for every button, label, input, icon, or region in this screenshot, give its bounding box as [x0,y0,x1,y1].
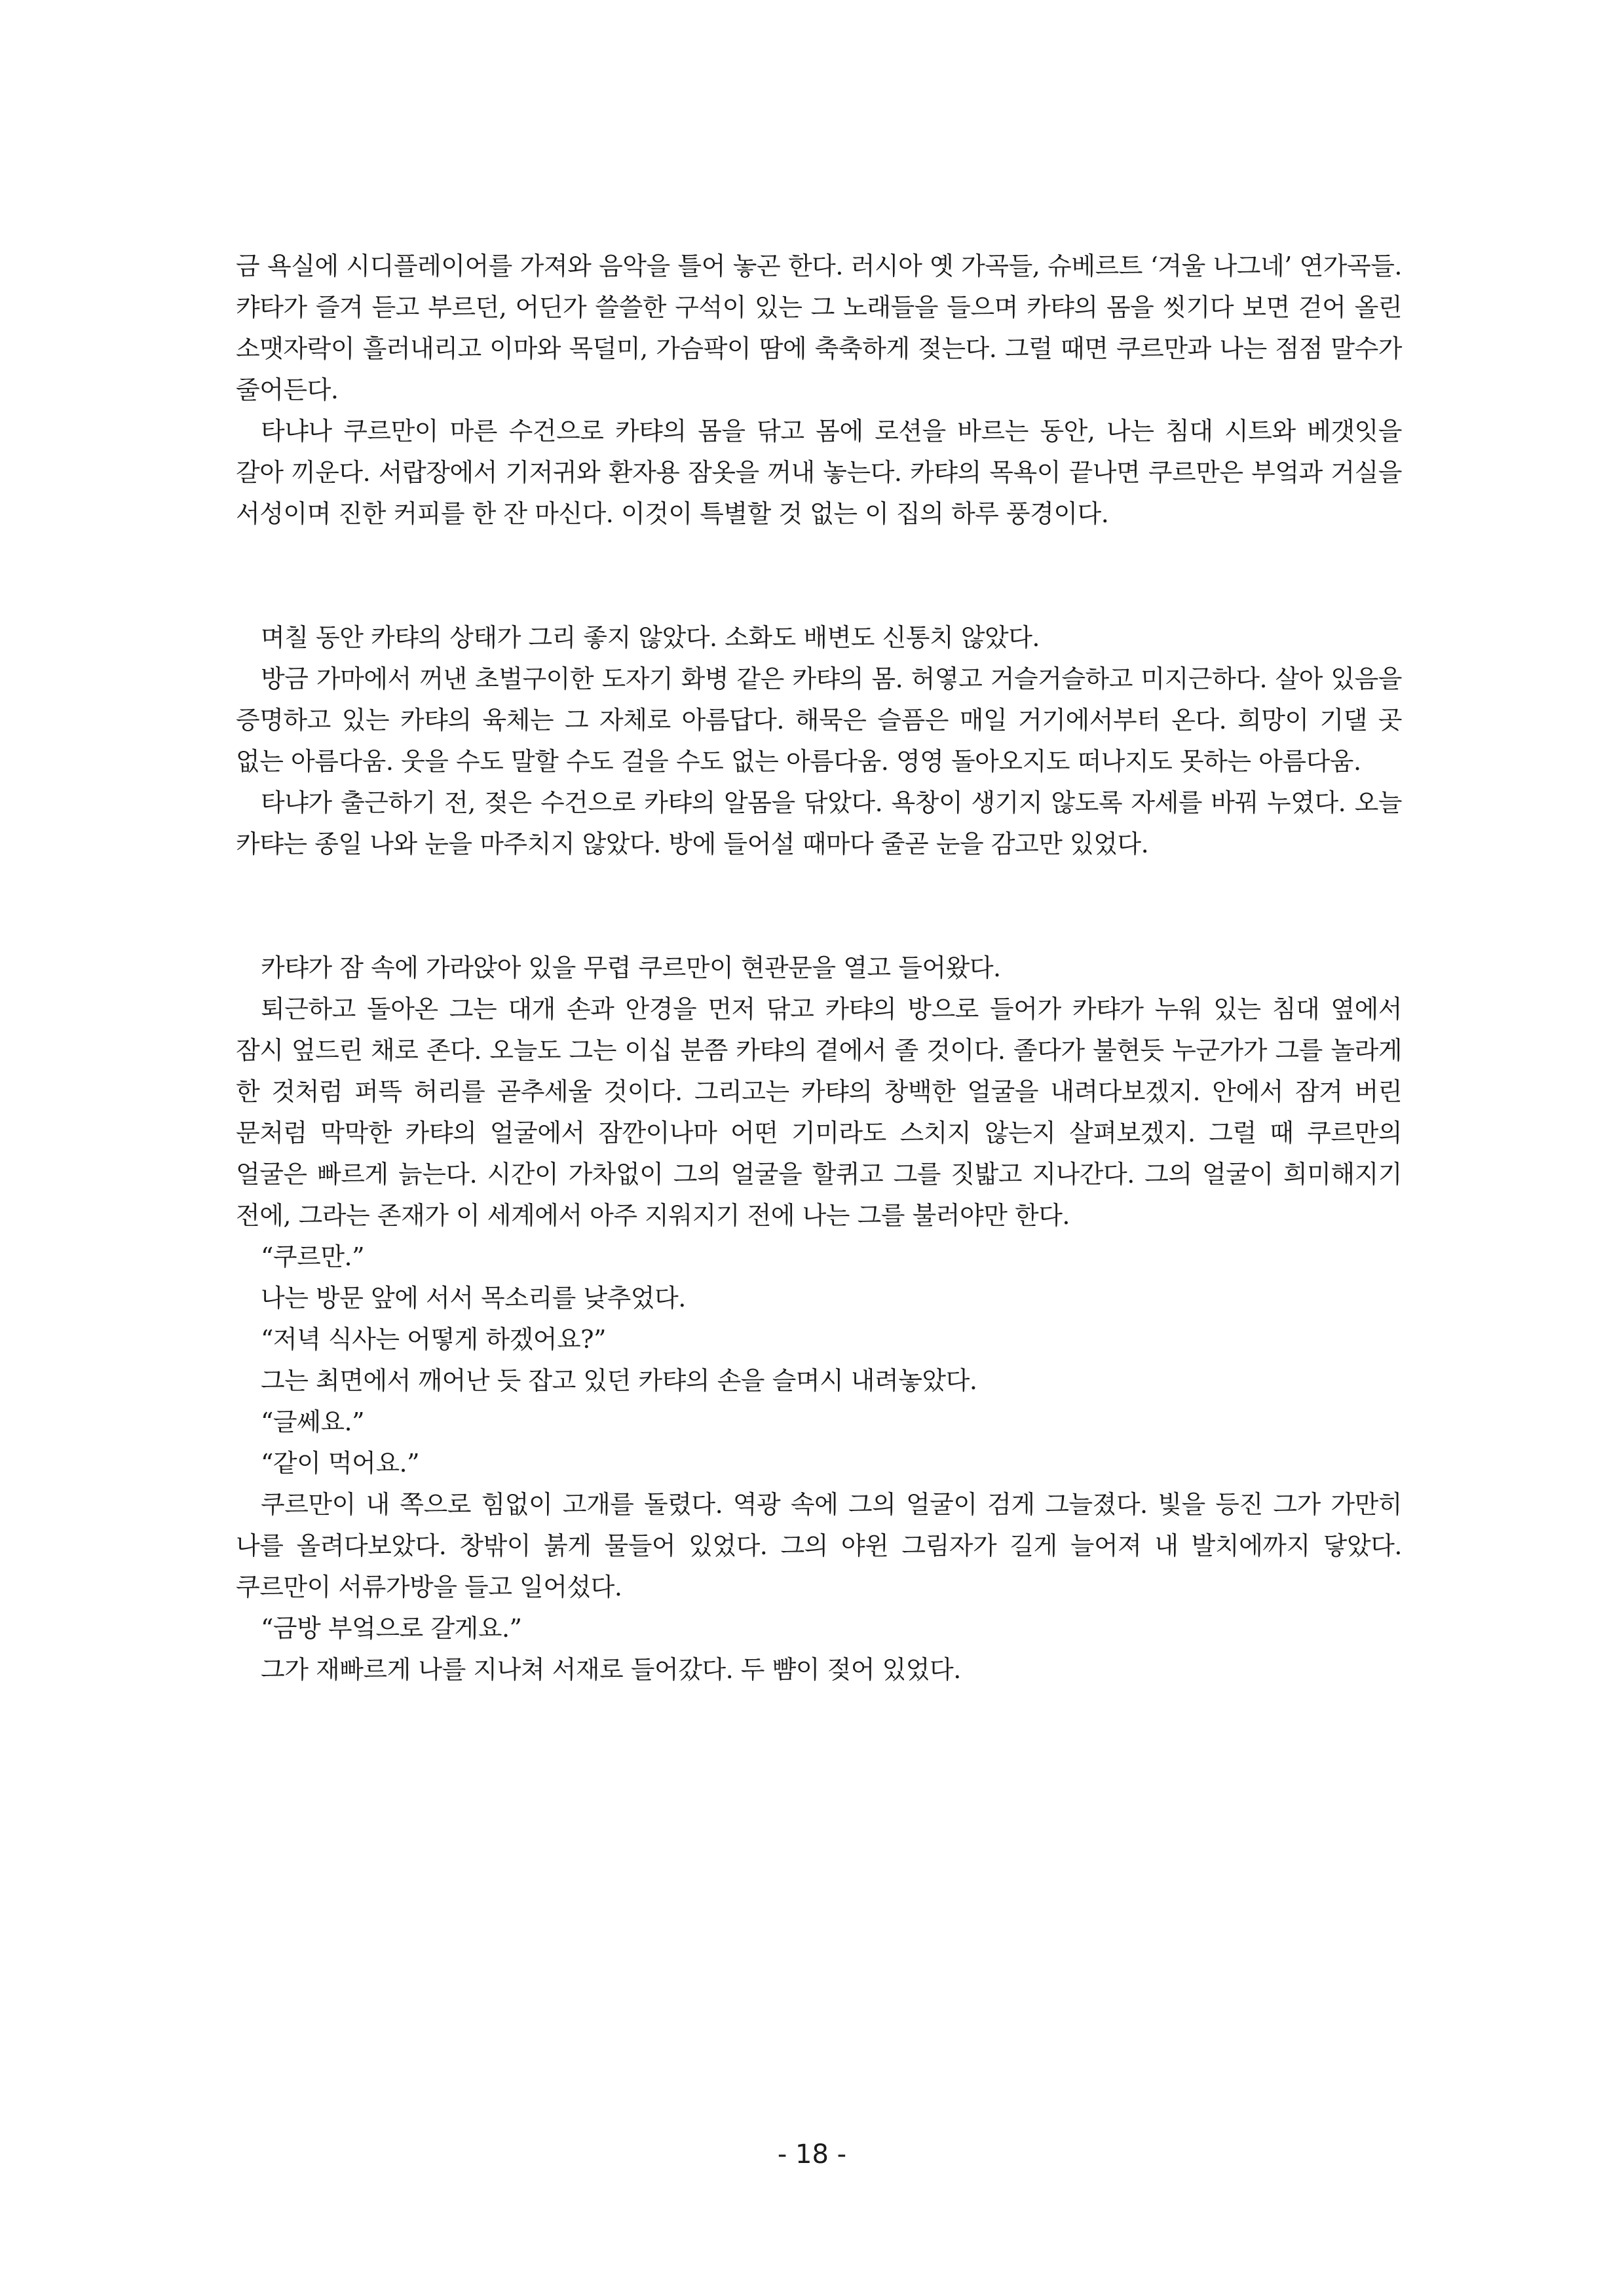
dialogue-line: “글쎄요.” [261,1407,365,1436]
paragraph: 나는 방문 앞에 서서 목소리를 낮추었다. [261,1284,686,1312]
paragraph: 그가 재빠르게 나를 지나쳐 서재로 들어갔다. 두 뺨이 젖어 있었다. [261,1655,961,1684]
dialogue-line: “같이 먹어요.” [261,1449,420,1478]
paragraph: 카탸가 잠 속에 가라앉아 있을 무렵 쿠르만이 현관문을 열고 들어왔다. [261,953,1001,982]
paragraph: 쿠르만이 내 쪽으로 힘없이 고개를 돌렸다. 역광 속에 그의 얼굴이 검게 그늘졌다. 빛을 등진 그가 가만히 나를 올려다보았다. 창밖이 붉게 물들어 있었다. 그의 야윈 그림자가 길게 늘어져 내 발치에까지 닿았다. 쿠르만이 서류가방을 들고 일어섰다. [236,1490,1402,1601]
page-number: - 18 - [777,2139,847,2170]
body-text [236,246,1402,1691]
dialogue-line: “저녁 식사는 어떻게 하겠어요?” [261,1325,606,1354]
paragraph: 퇴근하고 돌아온 그는 대개 손과 안경을 먼저 닦고 카탸의 방으로 들어가 카탸가 누워 있는 침대 옆에서 잠시 엎드린 채로 존다. 오늘도 그는 이십 분쯤 카탸의 곁에서 졸 것이다. 졸다가 불현듯 누군가가 그를 놀라게 한 것처럼 퍼뜩 허리를 곧추세울 것이다. 그리고는 카탸의 창백한 얼굴을 내려다보겠지. 안에서 잠겨 버린 문처럼 막막한 카탸의 얼굴에서 잠깐이나마 어떤 기미라도 스치지 않는지 살펴보겠지. 그럴 때 쿠르만의 얼굴은 빠르게 늙는다. 시간이 가차없이 그의 얼굴을 할퀴고 그를 짓밟고 지나간다. 그의 얼굴이 희미해지기 전에, 그라는 존재가 이 세계에서 아주 지워지기 전에 나는 그를 불러야만 한다. [236,995,1403,1230]
dialogue-line: “쿠르만.” [261,1242,365,1271]
paragraph: 방금 가마에서 꺼낸 초벌구이한 도자기 화병 같은 카탸의 몸. 허옇고 거슬거슬하고 미지근하다. 살아 있음을 증명하고 있는 카탸의 육체는 그 자체로 아름답다. 해묵은 슬픔은 매일 거기에서부터 온다. 희망이 기댈 곳 없는 아름다움. 웃을 수도 말할 수도 걸을 수도 없는 아름다움. 영영 돌아오지도 떠나지도 못하는 아름다움. [236,664,1402,776]
paragraph: 그는 최면에서 깨어난 듯 잡고 있던 카탸의 손을 슬며시 내려놓았다. [261,1366,977,1395]
paragraph: 며칠 동안 카탸의 상태가 그리 좋지 않았다. 소화도 배변도 신통치 않았다. [261,623,1040,652]
paragraph: 타냐가 출근하기 전, 젖은 수건으로 카탸의 알몸을 닦았다. 욕창이 생기지 않도록 자세를 바꿔 누였다. 오늘 카탸는 종일 나와 눈을 마주치지 않았다. 방에 들어설 때마다 줄곧 눈을 감고만 있었다. [236,788,1402,858]
dialogue-line: “금방 부엌으로 갈게요.” [261,1614,522,1643]
section-break [236,535,1402,617]
paragraph: 금 욕실에 시디플레이어를 가져와 음악을 틀어 놓곤 한다. 러시아 옛 가곡들, 슈베르트 ‘겨울 나그네’ 연가곡들. 캬타가 즐겨 듣고 부르던, 어딘가 쓸쓸한 구석이 있는 그 노래들을 들으며 카탸의 몸을 씻기다 보면 걷어 올린 소맷자락이 흘러내리고 이마와 목덜미, 가슴팍이 땀에 축축하게 젖는다. 그럴 때면 쿠르만과 나는 점점 말수가 줄어든다. [236,252,1402,404]
section-break [236,865,1402,947]
paragraph: 타냐나 쿠르만이 마른 수건으로 카탸의 몸을 닦고 몸에 로션을 바르는 동안, 나는 침대 시트와 베갯잇을 갈아 끼운다. 서랍장에서 기저귀와 환자용 잠옷을 꺼내 놓는다. 카탸의 목욕이 끝나면 쿠르만은 부엌과 거실을 서성이며 진한 커피를 한 잔 마신다. 이것이 특별할 것 없는 이 집의 하루 풍경이다. [236,417,1402,528]
